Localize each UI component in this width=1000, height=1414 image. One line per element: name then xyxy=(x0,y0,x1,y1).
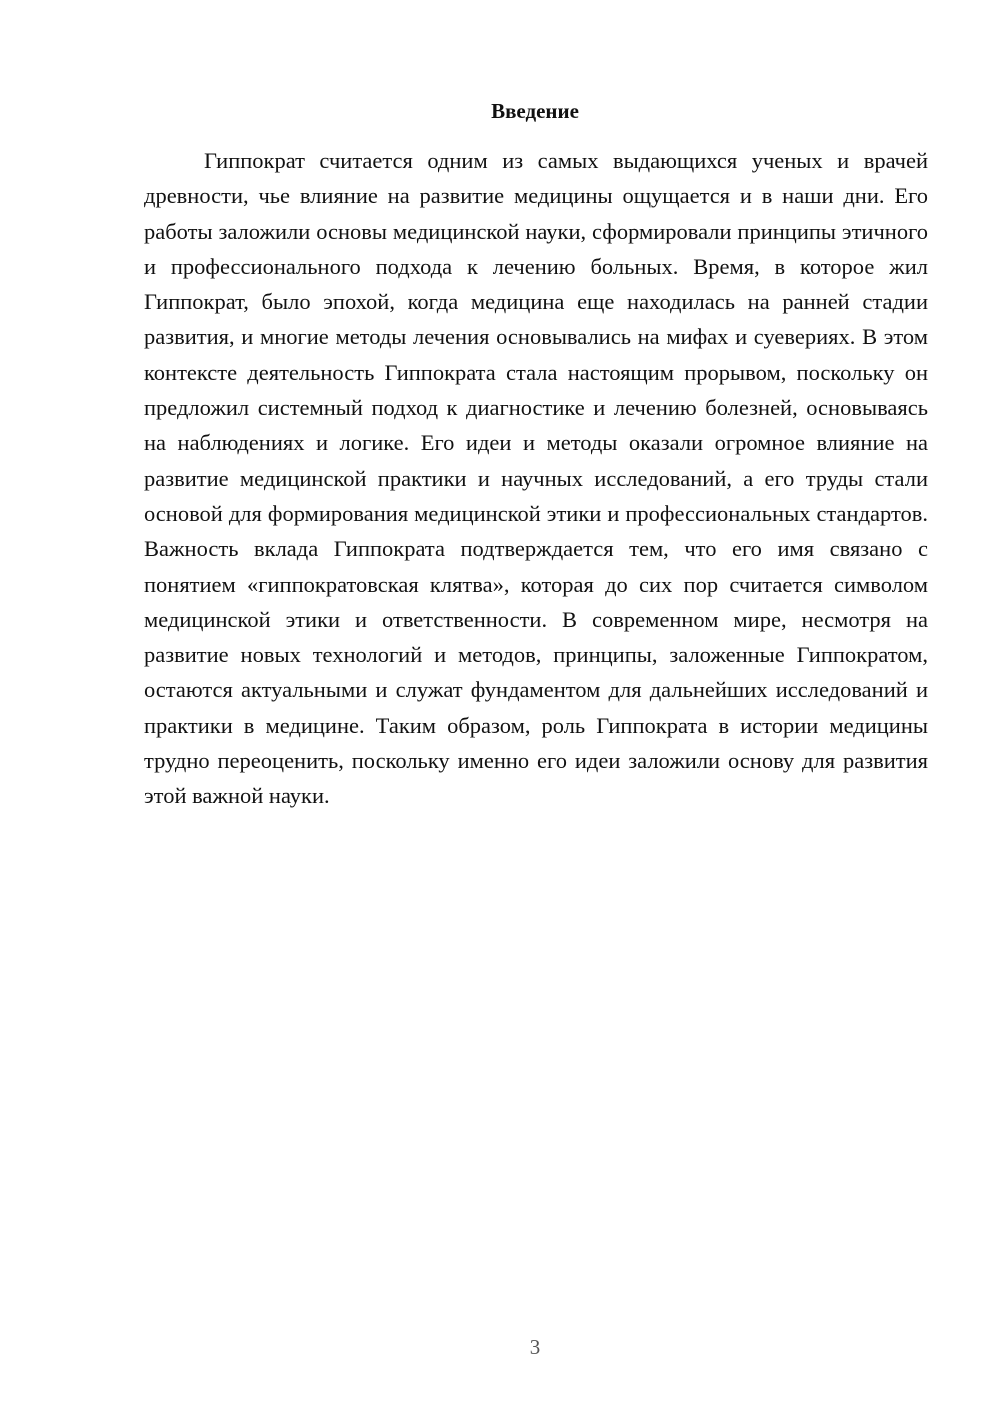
body-paragraph: Гиппократ считается одним из самых выдающихся ученых и врачей древности, чье влияние на развитие медицины ощущается и в наши дни. Его работы заложили основы медицинской науки, сформировали принципы этичного и профессионального подхода к лечению больных. Время, в которое жил Гиппократ, было эпохой, когда медицина еще находилась на ранней стадии развития, и многие методы лечения основывались на мифах и суевериях. В этом контексте деятельность Гиппократа стала настоящим прорывом, поскольку он предложил системный подход к диагностике и лечению болезней, основываясь на наблюдениях и логике. Его идеи и методы оказали огромное влияние на развитие медицинской практики и научных исследований, а его труды стали основой для формирования медицинской этики и профессиональных стандартов. Важность вклада Гиппократа подтверждается тем, что его имя связано с понятием «гиппократовская клятва», которая до сих пор считается символом медицинской этики и ответственности. В современном мире, несмотря на развитие новых технологий и методов, принципы, заложенные Гиппократом, остаются актуальными и служат фундаментом для дальнейших исследований и практики в медицине. Таким образом, роль Гиппократа в истории медицины трудно переоценить, поскольку именно его идеи заложили основу для развития этой важной науки. xyxy=(144,148,928,809)
page-number: 3 xyxy=(529,1335,541,1359)
section-title: Введение xyxy=(491,99,579,123)
